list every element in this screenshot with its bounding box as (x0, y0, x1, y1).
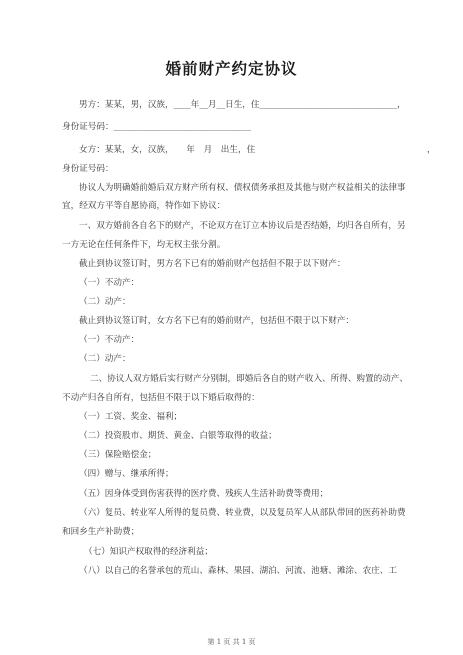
female-id-line: 身份证号码： (62, 164, 114, 174)
clause-1-line-1: 一、双方婚前各自名下的财产，不论双方在订立本协议后是否结婚，均归各自所有，另 (79, 221, 406, 231)
item-1: （一）工资、奖金、福利； (79, 412, 183, 422)
item-3: （三）保险赔偿金； (79, 450, 157, 460)
item-8-line-1: （八）以自己的名誉承包的荒山、森林、果园、湖泊、河流、池塘、滩涂、农庄、工 (79, 566, 397, 576)
male-movable-property: （二）动产： (79, 297, 131, 307)
male-party-line: 男方：某某，男，汉族，____年__月__日生，住________________________________， (79, 100, 406, 110)
item-4: （四）赠与、继承所得； (79, 469, 174, 479)
male-real-estate: （一）不动产： (79, 278, 140, 288)
female-movable-property: （二）动产： (79, 354, 131, 364)
page-footer: 第 1 页 共 1 页 (207, 638, 256, 646)
document-title: 婚前财产约定协议 (165, 59, 298, 78)
item-7: （七）知识产权取得的经济利益； (84, 547, 213, 557)
male-id-line: 身份证号码：________________________________ (62, 122, 252, 132)
female-party-line: 女方：某某，女，汉族， 年 月 出生，住 ， (79, 145, 436, 155)
clause-2-line-2: 不动产归各自所有，包括但不限于以下婚后取得的： (62, 393, 260, 403)
item-2: （二）投资股市、期货、黄金、白银等取得的收益； (79, 431, 277, 441)
clause-2-line-1: 二、协议人双方婚后实行财产分别制，即婚后各自的财产收入、所得、购置的动产、 (90, 374, 408, 384)
preamble-line-2: 宜，经双方平等自愿协商，特作如下协议： (62, 201, 226, 211)
clause-1-line-2: 一方无论在任何条件下，均无权主张分割。 (62, 240, 226, 250)
preamble-line-1: 协议人为明确婚前婚后双方财产所有权、债权债务承担及其他与财产权益相关的法律事 (79, 183, 406, 193)
female-assets-intro: 截止到协议签订时，女方名下已有的婚前财产，包括但不限于以下财产： (79, 316, 355, 326)
item-6-line-1: （六）复员、转业军人所得的复员费、转业费，以及复员军人从部队带回的医药补助费 (79, 508, 406, 518)
item-5: （五）因身体受到伤害获得的医疗费、残疾人生活补助费等费用； (79, 489, 329, 499)
male-assets-intro: 截止到协议签订时，男方名下已有的婚前财产包括但不限于以下财产： (79, 259, 346, 269)
item-6-line-2: 和回乡生产补助费； (62, 527, 140, 537)
female-real-estate: （一）不动产： (79, 335, 140, 345)
